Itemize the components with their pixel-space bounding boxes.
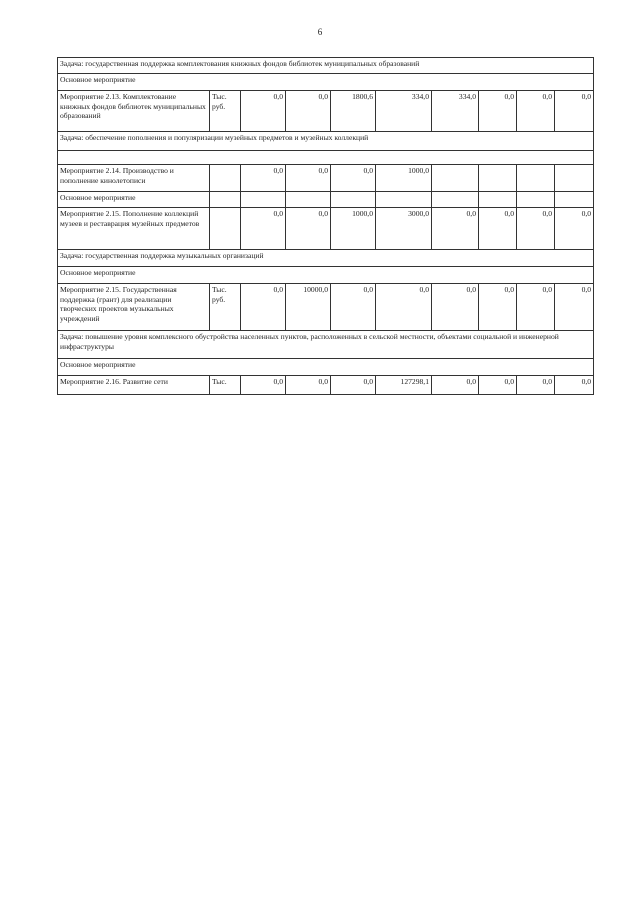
value-cell: 0,0 bbox=[376, 284, 432, 331]
main-activity-heading: Основное мероприятие bbox=[58, 267, 594, 284]
activity-unit: Тыс. руб. bbox=[210, 91, 241, 132]
activity-unit bbox=[210, 208, 241, 250]
activity-name: Мероприятие 2.16. Развитие сети bbox=[58, 376, 210, 395]
section-row bbox=[58, 267, 594, 284]
task-row bbox=[58, 250, 594, 267]
main-activity-heading: Основное мероприятие bbox=[58, 359, 594, 376]
value-cell: 0,0 bbox=[331, 284, 376, 331]
activity-row-2-14 bbox=[58, 165, 594, 192]
value-cell: 0,0 bbox=[432, 284, 479, 331]
value-cell: 0,0 bbox=[241, 284, 286, 331]
activity-row-2-15-grant bbox=[58, 284, 594, 331]
value-cell: 0,0 bbox=[331, 376, 376, 395]
value-cell: 0,0 bbox=[517, 208, 555, 250]
activity-unit bbox=[210, 165, 241, 192]
task-heading: Задача: государственная поддержка комплектования книжных фондов библиотек муниципальных образований bbox=[58, 58, 594, 74]
section-row bbox=[58, 192, 594, 208]
value-cell bbox=[432, 165, 479, 192]
section-row bbox=[58, 359, 594, 376]
value-cell: 0,0 bbox=[331, 165, 376, 192]
empty-cell bbox=[210, 192, 241, 208]
value-cell: 0,0 bbox=[241, 208, 286, 250]
empty-cell bbox=[331, 192, 376, 208]
value-cell: 127298,1 bbox=[376, 376, 432, 395]
empty-cell bbox=[286, 192, 331, 208]
task-row bbox=[58, 58, 594, 74]
activity-row-2-15-museums bbox=[58, 208, 594, 250]
value-cell: 0,0 bbox=[286, 208, 331, 250]
empty-cell bbox=[376, 192, 432, 208]
page-number: 6 bbox=[317, 27, 323, 37]
value-cell: 0,0 bbox=[555, 284, 594, 331]
value-cell bbox=[555, 165, 594, 192]
value-cell bbox=[479, 165, 517, 192]
activity-row-2-16 bbox=[58, 376, 594, 395]
value-cell bbox=[517, 165, 555, 192]
activity-name: Мероприятие 2.15. Государственная поддержка (грант) для реализации творческих проектов музыкальных учреждений bbox=[58, 284, 210, 331]
main-activity-heading: Основное мероприятие bbox=[58, 74, 594, 91]
task-row bbox=[58, 132, 594, 151]
task-heading: Задача: государственная поддержка музыкальных организаций bbox=[58, 250, 594, 267]
value-cell: 0,0 bbox=[517, 376, 555, 395]
activity-row-2-13 bbox=[58, 91, 594, 132]
empty-cell bbox=[555, 192, 594, 208]
empty-row bbox=[58, 151, 594, 165]
value-cell: 0,0 bbox=[241, 165, 286, 192]
empty-cell bbox=[479, 192, 517, 208]
value-cell: 0,0 bbox=[555, 376, 594, 395]
value-cell: 0,0 bbox=[479, 284, 517, 331]
value-cell: 334,0 bbox=[376, 91, 432, 132]
main-activity-heading: Основное мероприятие bbox=[58, 192, 210, 208]
value-cell: 10000,0 bbox=[286, 284, 331, 331]
value-cell: 0,0 bbox=[479, 91, 517, 132]
task-row bbox=[58, 331, 594, 359]
value-cell: 1000,0 bbox=[376, 165, 432, 192]
value-cell: 0,0 bbox=[286, 165, 331, 192]
activity-unit: Тыс. руб. bbox=[210, 284, 241, 331]
empty-cell bbox=[517, 192, 555, 208]
value-cell: 0,0 bbox=[432, 208, 479, 250]
value-cell: 0,0 bbox=[555, 91, 594, 132]
activity-name: Мероприятие 2.13. Комплектование книжных фондов библиотек муниципальных образований bbox=[58, 91, 210, 132]
value-cell: 0,0 bbox=[241, 91, 286, 132]
value-cell: 334,0 bbox=[432, 91, 479, 132]
value-cell: 0,0 bbox=[286, 91, 331, 132]
value-cell: 0,0 bbox=[517, 91, 555, 132]
value-cell: 0,0 bbox=[517, 284, 555, 331]
activity-name: Мероприятие 2.14. Производство и пополнение кинолетописи bbox=[58, 165, 210, 192]
task-heading: Задача: повышение уровня комплексного обустройства населенных пунктов, расположенных в сельской местности, объектами социальной и инженерной инфраструктуры bbox=[58, 331, 594, 359]
value-cell: 3000,0 bbox=[376, 208, 432, 250]
empty-cell bbox=[58, 151, 594, 165]
program-activities-table bbox=[57, 57, 594, 395]
activity-name: Мероприятие 2.15. Пополнение коллекций музеев и реставрация музейных предметов bbox=[58, 208, 210, 250]
value-cell: 0,0 bbox=[555, 208, 594, 250]
task-heading: Задача: обеспечение пополнения и популяризации музейных предметов и музейных коллекций bbox=[58, 132, 594, 151]
value-cell: 0,0 bbox=[479, 208, 517, 250]
value-cell: 1000,0 bbox=[331, 208, 376, 250]
empty-cell bbox=[432, 192, 479, 208]
value-cell: 0,0 bbox=[241, 376, 286, 395]
section-row bbox=[58, 74, 594, 91]
value-cell: 1800,6 bbox=[331, 91, 376, 132]
value-cell: 0,0 bbox=[286, 376, 331, 395]
activity-unit: Тыс. bbox=[210, 376, 241, 395]
value-cell: 0,0 bbox=[432, 376, 479, 395]
empty-cell bbox=[241, 192, 286, 208]
value-cell: 0,0 bbox=[479, 376, 517, 395]
